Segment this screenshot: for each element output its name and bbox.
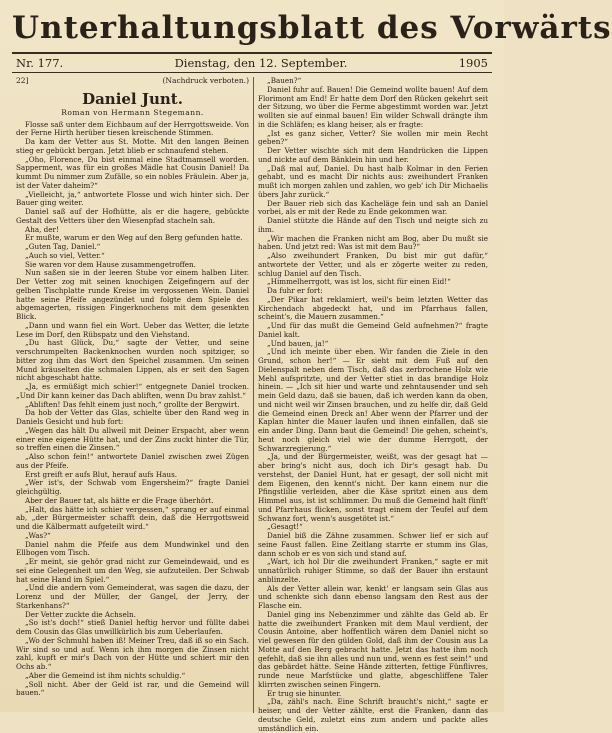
paragraph: Daniel nahm die Pfeife aus dem Mundwinkel und den Ellbogen vom Tisch.: [16, 539, 249, 558]
paragraph: Er mußte, warum er den Weg auf den Berg gefunden hatte.: [25, 233, 243, 243]
article-columns: [12, 76, 492, 733]
paragraph: Da hob der Vetter das Glas, schielte über den Rand weg in Daniels Gesicht und hub fort:: [16, 408, 249, 426]
installment-number: 22]: [16, 76, 29, 85]
paragraph: „Abliften! Das fehlt einem just noch,“ grollte der Bergwirt.: [25, 399, 240, 409]
left-column-text: [16, 121, 249, 699]
paragraph: „Auch so viel, Vetter.“: [25, 250, 105, 260]
paragraph: „Vielleicht, ja,“ antwortete Flosse und wich hinter sich. Der Bauer ging weiter.: [16, 189, 249, 208]
paragraph: „Wer ist's, der Schwab vom Engersheim?“ fragte Daniel gleichgültig.: [16, 478, 249, 496]
paragraph: „Bauen?“: [267, 76, 302, 85]
issue-number: Nr. 177.: [16, 56, 64, 70]
paragraph: „Dann und wann fiel ein Wort. Ueber das Wetter, die letzte Lese im Dorf, den Rübspatz und den Viehstand.: [16, 320, 249, 339]
paragraph: „Gesagt!“: [267, 522, 303, 532]
paragraph: Sie waren vor dem Hause zusammengetroffen.: [25, 259, 196, 269]
paragraph: „So ist's doch!“ stieß Daniel heftig hervor und füllte dabei dem Cousin das Glas unwillkürlich bis zum Ueberlaufen.: [16, 618, 249, 636]
paragraph: „Aber die Gemeind ist ihm nichts schuldig.“: [25, 670, 186, 680]
paragraph: „Du hast Glück, Du,“ sagte der Vetter, und seine verschrumpelten Backenknochen wurden noch spitziger, so bitter zog ihm das Wort den Speichel zusammen. Um seinen Mund kräuselten die schmalen Lippen, als er seit den Sagen nicht abgeschabt hatte.: [16, 338, 249, 383]
paragraph: Daniel stützte die Hände auf den Tisch und neigte sich zu ihm.: [258, 216, 488, 234]
paragraph: „Wo der Schmuhl haben iß! Meiner Treu, daß iß so ein Sach. Wir sind so und auf. Wenn ich ihm morgen die Zinsen nicht zahl, kupft er mir's Dach von der Hütte und schiert mir den Ochs ab.“: [16, 635, 249, 671]
paragraph: „Was?“: [25, 530, 51, 540]
paragraph: „Und bauen, ja!“: [267, 338, 329, 348]
paragraph: Daniel ging ins Nebenzimmer und zählte das Geld ab. Er hatte die zweihundert Franken mit dem Maul verdient, der Cousin Antoine, aber hoffentlich wären dem Daniel nicht so viel gewesen für den gülden Gold, daß ihm der Cousin aus La Motte auf den Berg gebracht hatte. Jetzt das hatte ihm noch gefehlt, daß sie ihn alles und nun und, wenn es fest sein!“ und das gebärdet hätte. Seine Hände zitterten, fettige Fünflivres, runde neue Marfstücke und glatte, abgeschliffene Taler klirrten zwischen seinen Fingern.: [258, 609, 488, 689]
paragraph: Der Bauer rieb sich das Kacheläge fein und sah an Daniel vorbei, als er mit der Rede zu Ende gekommen war.: [258, 198, 488, 217]
paragraph: „Halt, das hätte ich schier vergessen,“ sprang er auf einmal ab, „der Bürgermeister schafft dein, daß die Herrgottsweid und die Kälbermatt aufgeteilt wird.“: [16, 504, 249, 531]
paragraph: „Ja, und der Bürgermeister, weißt, was der gesagt hat — aber bring's nicht aus, doch ich Dir's gesagt hab. Du verstehst, der Daniel Hunt, hat er gesagt, der soll nicht mit dem Eigenen, den kennt's nicht. Der kann einem nur die Pfingstlilie verleiden, aber die Käse spritzt einen aus dem Himmel aus, ist ist schlimmer. Du muß die Gemeind halt fünft' und Pfarrhaus flicken, sonst tragt einem der Teufel auf dem Schwanz fort, wenn's ausgetötet ist.“: [258, 452, 488, 523]
issue-year: 1905: [458, 56, 488, 70]
article-meta: [16, 77, 249, 86]
issue-date: Dienstag, den 12. September.: [174, 56, 348, 70]
paragraph: „Er meint, sie gehör grad nicht zur Gemeindewaid, und es sei eine Gelegenheit um den Weg, sie aufzuteilen. Der Schwab hat seine Hand im Spiel.“: [16, 557, 249, 584]
right-column-text: [258, 77, 488, 733]
masthead: Unterhaltungsblatt des Vorwärts: [12, 10, 612, 46]
paragraph: Daniel saß auf der Hofhütte, als er die hagere, gebückte Gestalt des Vetters über den Wiesenpfad stacheln sah.: [16, 207, 249, 225]
dateline: [12, 52, 492, 73]
paragraph: Erst greift er aufs Blut, herauf aufs Haus.: [25, 469, 178, 479]
left-column: [12, 77, 254, 713]
paragraph: „Ja, es ermüßigt mich schier!“ entgegnete Daniel trocken. „Und Dir kann keiner das Dach abliften, wenn Du brav zahlst.“: [16, 382, 249, 400]
paragraph: „Soll nicht. Aber der Geld ist rar, und die Gemeind will bauen.“: [16, 679, 249, 698]
paragraph: Der Vetter zuckte die Achseln.: [25, 609, 136, 619]
paragraph: Er trug sie hinunter.: [267, 688, 342, 698]
paragraph: „Der Pikar hat reklamiert, weil's beim letzten Wetter das Kirchendach abgedeckt hat, und im Pfarrhaus fallen, scheint's, die Mauern zusammen.“: [258, 294, 488, 322]
paragraph: Da kam der Vetter aus St. Motte. Mit den langen Beinen stieg er gebückt bergan. Jetzt blieb er schnaufend stehen.: [16, 137, 249, 155]
paragraph: „Ist es ganz sicher, Vetter? Sie wollen mir mein Recht geben?“: [258, 128, 488, 147]
right-column: [254, 76, 492, 733]
paragraph: „Und die andern vom Gemeinderat, was sagen die dazu, der Lorenz und der Müller, der Gangel, der Jerry, der Starkenhans?“: [16, 583, 249, 610]
story-title: Daniel Junt.: [82, 89, 183, 108]
reprint-note: (Nachdruck verboten.): [162, 76, 249, 85]
paragraph: „Himmelherrgott, was ist los, sicht für einen Eid!“: [267, 277, 451, 287]
byline: Roman von Hermann Stegemann.: [61, 107, 204, 117]
paragraph: Nun saßen sie in der leeren Stube vor einem halben Liter. Der Vetter zog mit seinen knochigen Zeigefingern auf der gelben Tischplatte runde Kreise im vergossenen Wein. Daniel hatte seine Pfeife angezündet und folgte dem Spiele des abgemagerten, rissigen Fingerknochens mit dem gesenkten Blick.: [16, 268, 249, 321]
paragraph: „Wir machen die Franken nicht am Bog, aber Du mußt sie haben. Und jetzt red: Was ist mit dem Bau?“: [258, 233, 488, 252]
paragraph: Aber der Bauer tat, als hätte er die Frage überhört.: [25, 495, 214, 505]
paragraph: Flosse saß unter dem Eichbaum auf der Herrgottsweide. Von der Ferne Hirth herüber tiesen kreischende Stimmen.: [16, 119, 249, 138]
paragraph: „Wart, ich hol Dir die zweihundert Franken,“ sagte er mit unnatürlich ruhiger Stimme, so daß der Bauer ihn erstaunt anblinzelte.: [258, 557, 488, 584]
paragraph: „Guten Tag, Daniel.“: [25, 242, 101, 251]
paragraph: „Da, zähl's nach. Eine Schrift braucht's nicht,“ sagte er heiser, und der Vetter zählte, erst die Franken, dann das deutsche Geld, zuletzt eins zum andern und packte alles umständlich ein.: [258, 697, 488, 733]
paragraph: Aha, der!: [25, 224, 59, 234]
paragraph: Als der Vetter allein war, kenkt' er langsam sein Glas aus und schenkte sich dann ebenso langsam den Rest aus der Flasche ein.: [258, 583, 488, 610]
paragraph: Da fuhr er fort:: [267, 286, 323, 295]
paragraph: „Also zweihundert Franken, Du bist mir gut dafür,“ antwortete der Vetter, und als er zögerte weiter zu reden, schlug Daniel auf den Tisch.: [258, 251, 488, 278]
paragraph: „Also schon fein!“ antwortete Daniel zwischen zwei Zügen aus der Pfeife.: [16, 452, 249, 470]
paragraph: „Daß mal auf, Daniel. Du hast halb Kolmar in den Ferien gehabt, und es macht Dir nichts aus: zweihundert Franken mußt ich morgen zahlen und zahlen, wo geb' ich Dir Michaelis übers Jahr zurück.“: [258, 163, 488, 199]
paragraph: Der Vetter wischte sich mit dem Handrücken die Lippen und nickte auf dem Bänklein hin und her.: [258, 146, 488, 164]
paragraph: Daniel biß die Zähne zusammen. Schwer lief er sich auf seine Faust fallen. Eine Zeitlang starrte er stumm ins Glas, dann schob er es von sich und stand auf.: [258, 531, 488, 558]
paragraph: „Und ich meinte über eben. Wir fanden die Ziele in den Grund, schon her!“ — Er sieht mit dem Fuß auf den Dielenspalt neben dem Tisch, daß das zerbrochene Holz wie Mehl aufspritzte, und der Vetter stiet in das brandige Holz hinein. — „Ich sit hier und warte und zehntausender und seh mein Geld dazu, daß sie bauen, daß ich werden kann da oben, und nicht weil wir Zinsen brauchen, und zu helfe dir, daß Geld die Gemeind einen Dreck an! Aber wenn der Pfarrer und der Kaplan hinter die Mauer laufen und ihnen einfallen, daß sie ein ander Ding. Dann baut die Gemeind! Die gehen, scheint's, heut noch gleich viel wie der dumme Herrgott, der Schwarzregierung.“: [258, 347, 488, 453]
paragraph: Daniel fuhr auf. Bauen! Die Gemeind wollte bauen! Auf dem Florimont am End! Er hatte dem Dorf den Rücken gekehrt seit der Sitzung, wo über die Ferme abgestimmt worden war. Jetzt wollten sie auf einmal bauen! Ein wilder Schwall drängte ihm in die Schläfen; es klang heiser, als er fragte:: [258, 84, 488, 129]
paragraph: „Und für das mußt die Gemeind Geld aufnehmen?“ fragte Daniel kalt.: [258, 321, 488, 339]
paragraph: „Wegen das hält Du allweil mit Deiner Erspacht, aber wenn einer eine eigene Hütte hat, und der Zins zuckt hinter die Tür, so treffen einen die Zinsen.“: [16, 425, 249, 453]
paragraph: „Oho, Florence, Du bist einmal eine Stadtmamsell worden. Sapperment, was für ein großes Mädle hat Cousin Daniel! Da kummt Du nimmer zum Zufälle, so ein nobles Fräulein. Aber ja, ist der Vater daheim?“: [16, 154, 249, 190]
